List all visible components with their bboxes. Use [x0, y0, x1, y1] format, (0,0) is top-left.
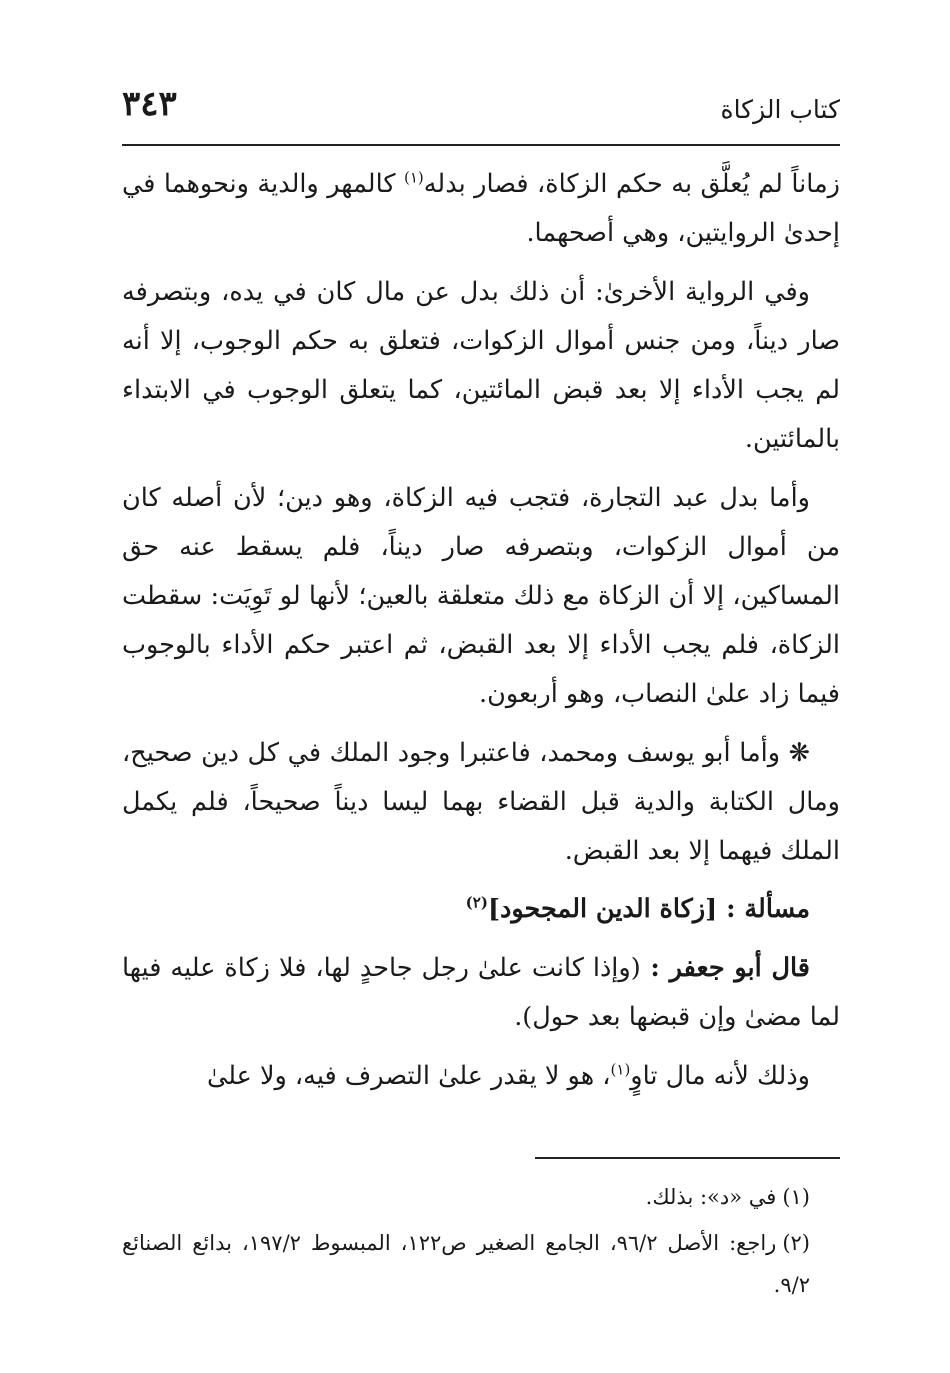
page-header [122, 80, 840, 140]
paragraph-3: وأما بدل عبد التجارة، فتجب فيه الزكاة، وهو دين؛ لأن أصله كان من أموال الزكوات، وبتصرفه صار ديناً، فلم يسقط عنه حق المساكين، إلا أن الزكاة مع ذلك متعلقة بالعين؛ لأنها لو تَوِيَت: سقطت الزكاة، فلم يجب الأداء إلا بعد القبض، ثم اعتبر حكم الأداء بالوجوب فيما زاد علىٰ النصاب، وهو أربعون. [122, 483, 840, 709]
quoted-text: (وإذا كانت علىٰ رجل جاحدٍ لها، فلا زكاة عليه فيها لما مضىٰ وإن قبضها بعد حول). [122, 953, 840, 1032]
footnote-1 [122, 1176, 840, 1218]
paragraph-1 [122, 160, 840, 258]
footnote-ref-1: (١) [403, 168, 424, 187]
paragraph-1-part-b: كالمهر والدية ونحوهما في إحدىٰ الروايتين، وهي أصحهما. [122, 169, 840, 248]
footnote-1-text: في «د»: بذلك. [645, 1185, 777, 1209]
footnotes [122, 1176, 840, 1310]
footnote-ref-1b: (١) [610, 1060, 631, 1079]
book-page [122, 80, 840, 1373]
paragraph-2: وفي الرواية الأخرىٰ: أن ذلك بدل عن مال كان في يده، وبتصرفه صار ديناً، ومن جنس أموال الزكوات، فتعلق به حكم الوجوب، إلا أنه لم يجب الأداء إلا بعد قبض المائتين، كما يتعلق الوجوب في الابتداء بالمائتين. [122, 277, 840, 454]
paragraph-5 [122, 944, 840, 1042]
footnote-1-marker: (١) [782, 1185, 810, 1209]
footnote-2-text: راجع: الأصل ٩٦/٢، الجامع الصغير ص١٢٢، المبسوط ١٩٧/٢، بدائع الصنائع ٩/٢. [122, 1231, 810, 1297]
header-rule [122, 144, 840, 146]
page-number: ٣٤٣ [122, 84, 177, 124]
running-title: كتاب الزكاة [720, 95, 840, 124]
paragraph-6-part-b: ، هو لا يقدر علىٰ التصرف فيه، ولا علىٰ [206, 1061, 611, 1091]
issue-label: مسألة : [717, 894, 810, 924]
paragraph-6-part-a: وذلك لأنه مال تاوٍ [630, 1061, 810, 1091]
footnote-ref-2: (٢) [465, 893, 488, 912]
issue-title: [زكاة الدين المجحود] [487, 894, 718, 924]
speaker-label: قال أبو جعفر : [640, 953, 810, 983]
issue-heading [122, 886, 840, 932]
footnote-2-marker: (٢) [782, 1231, 810, 1255]
paragraph-1-part-a: زماناً لم يُعلَّق به حكم الزكاة، فصار بدله [423, 169, 840, 199]
paragraph-6 [122, 1052, 840, 1101]
footnote-rule [535, 1157, 840, 1159]
footnote-2 [122, 1222, 840, 1306]
paragraph-4: ❋ وأما أبو يوسف ومحمد، فاعتبرا وجود الملك في كل دين صحيح، ومال الكتابة والدية قبل القضاء بهما ليسا ديناً صحيحاً، فلم يكمل الملك فيهما إلا بعد القبض. [122, 738, 840, 866]
main-text [122, 160, 840, 1111]
